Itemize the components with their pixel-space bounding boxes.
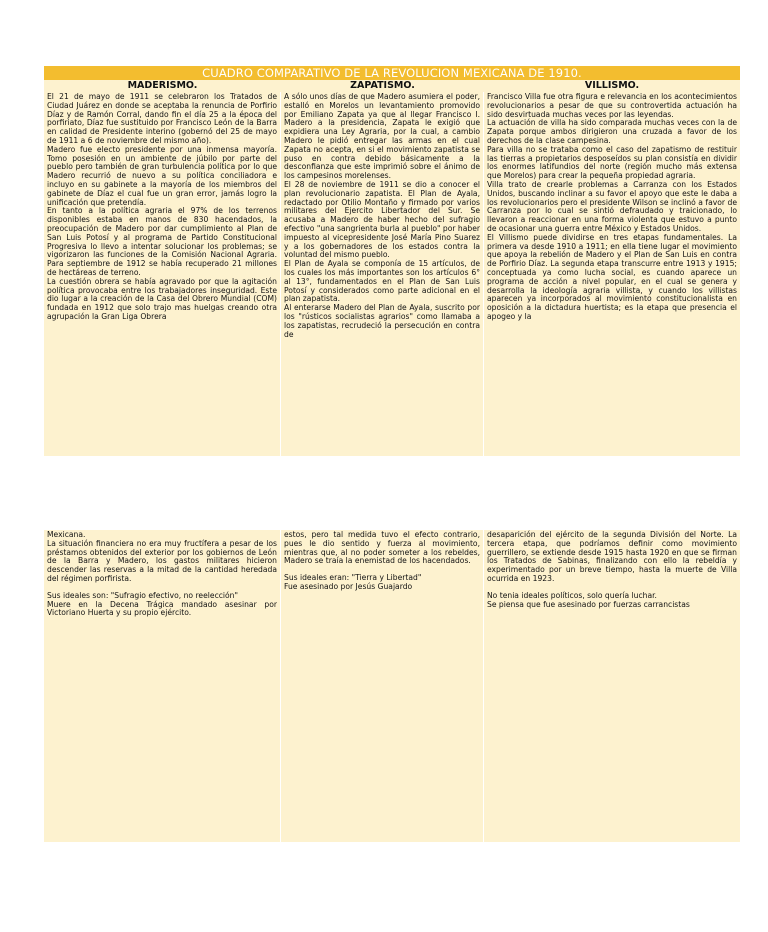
paragraph: El Villismo puede dividirse en tres etapas fundamentales. La primera va desde 1910 a 1911; en ella tiene lugar el movimiento que apoya la rebelión de Madero y el Plan de San Luis en contra de Porfirio Díaz. La segunda etapa transcurre entre 1913 y 1915; conceptuada ya como lucha social, es cuando aparece un programa de acción a nivel popular, en el cual se genera y desarrolla la ideología agraria villista, y cuando los villistas aparecen ya incorporados al movimiento constitucionalista en oposición a la dictadura huertista; es la etapa que presencia el apogeo y la [487, 232, 737, 321]
paragraph: La actuación de villa ha sido comparada muchas veces con la de Zapata porque ambos dirigieron una cruzada a favor de los derechos de la clase campesina. [487, 118, 737, 145]
page1-body [44, 92, 740, 456]
paragraph: El Plan de Ayala se componía de 15 artículos, de los cuales los más importantes son los artículos 6° al 13°, fundamentados en el Plan de San Luis Potosí y considerados como parte adicional en el plan zapatista. [284, 259, 480, 304]
maderismo-column-continued [44, 530, 281, 842]
paragraph: Mexicana. [47, 530, 86, 539]
zapatismo-column-continued [281, 530, 484, 842]
paragraph: desaparición del ejército de la segunda División del Norte. La tercera etapa, que podríamos definir como movimiento guerrillero, se extiende desde 1915 hasta 1920 en que se firman los Tratados de Sabinas, finalizando con ello la rebeldía y experimentado por un breve tiempo, hasta la muerte de Villa ocurrida en 1923. [487, 530, 737, 583]
ideals-text: Sus ideales eran: "Tierra y Libertad" [284, 573, 422, 583]
paragraph: Para villa no se trataba como el caso del zapatismo de restituir las tierras a propietarios desposeídos su plan consistía en dividir los enormes latifundios del norte (región mucho más extensa que Morelos) para crear la pequeña propiedad agraria. [487, 144, 737, 181]
table-title: CUADRO COMPARATIVO DE LA REVOLUCION MEXICANA DE 1910. [44, 66, 740, 80]
comparison-table [44, 66, 740, 456]
paragraph: Francisco Villa fue otra figura e relevancia en los acontecimientos revolucionarios a pesar de que su controvertida actuación ha sido desvirtuada muchas veces por las leyendas. [487, 92, 737, 119]
column-headers [44, 80, 740, 92]
death-text: Muere en la Decena Trágica mandado asesinar por Victoriano Huerta y su propio ejército. [47, 599, 277, 618]
villismo-column [484, 92, 740, 456]
maderismo-column [44, 92, 281, 456]
zapatismo-column [281, 92, 484, 456]
header-zapatismo: ZAPATISMO. [350, 80, 415, 91]
header-villismo: VILLISMO. [584, 80, 640, 91]
page2-body [44, 530, 740, 842]
paragraph: En tanto a la política agraria el 97% de los terrenos disponibles estaba en manos de 830 hacendados, la preocupación de Madero por dar cumplimiento al Plan de San Luis Potosí y al programa de Partido Constitucional Progresiva lo llevo a intentar solucionar los problemas; se vigorizaron las funciones de la Comisión Nacional Agraria. Para septiembre de 1912 se había recuperado 21 millones de hectáreas de terreno. [47, 206, 277, 277]
ideals-text: No tenia ideales políticos, solo quería luchar. [487, 590, 657, 600]
paragraph: estos, pero tal medida tuvo el efecto contrario, pues le dio sentido y fuerza al movimiento, mientras que, al no poder someter a los rebeldes, Madero se traía la enemistad de los hacendados. [284, 530, 480, 566]
paragraph: El 21 de mayo de 1911 se celebraron los Tratados de Ciudad Juárez en donde se aceptaba la renuncia de Porfirio Díaz y de Ramón Corral, dando fin el día 25 a la época del porfiriato, Díaz fue sustituido por Francisco León de la Barra en calidad de Presidente interino (gobernó del 25 de mayo de 1911 a 6 de noviembre del mismo año). [47, 92, 277, 145]
paragraph: Al enterarse Madero del Plan de Ayala, suscrito por los "rústicos socialistas agrarios" como llamaba a los zapatistas, recrudeció la persecución en contra de [284, 303, 480, 339]
header-maderismo: MADERISMO. [127, 80, 198, 91]
paragraph: Villa trato de crearle problemas a Carranza con los Estados Unidos, buscando inclinar a su favor el apoyo que este le daba a los revolucionarios pero el presidente Wilson se inclinó a favor de Carranza por lo cual se sintió defraudado y traicionado, lo llevaron a reaccionar en una forma violenta que estuvo a punto de ocasionar una guerra entre México y Estados Unidos. [487, 179, 737, 233]
paragraph: La cuestión obrera se había agravado por que la agitación política provocaba entre los trabajadores inseguridad. Este dio lugar a la creación de la Casa del Obrero Mundial (COM) fundada en 1912 que solo trajo mas huelgas creando otra agrupación la Gran Liga Obrera [47, 276, 277, 321]
paragraph: La situación financiera no era muy fructífera a pesar de los préstamos obtenidos del exterior por los gobiernos de León de la Barra y Madero, los gastos militares hicieron descender las reservas a la mitad de la cantidad heredada del régimen porfirista. [47, 538, 277, 583]
death-text: Se piensa que fue asesinado por fuerzas carrancistas [487, 599, 690, 609]
paragraph: A sólo unos días de que Madero asumiera el poder, estalló en Morelos un levantamiento promovido por Emiliano Zapata ya que al llegar Francisco I. Madero a la presidencia, Zapata le exigió que expidiera una Ley Agraria, por la cual, a cambio Madero le pidió entregar las armas en el cual Zapata no acepta, en si el movimiento zapatista se puso en contra debido básicamente a la desconfianza que este imprimió sobre el ánimo de los campesinos morelenses. [284, 92, 480, 181]
ideals-text: Sus ideales son: "Sufragio efectivo, no reelección" [47, 590, 238, 600]
death-text: Fue asesinado por Jesús Guajardo [284, 581, 413, 591]
paragraph: Madero fue electo presidente por una inmensa mayoría. Tomo posesión en un ambiente de júbilo por parte del pueblo pero también de gran turbulencia política por lo que Madero recurrió de nuevo a su política conciliadora e incluyo en su gabinete a la mayoría de los miembros del gabinete de Díaz el cual fue un gran error, jamás logro la unificación que pretendía. [47, 144, 277, 207]
villismo-column-continued [484, 530, 740, 842]
paragraph: El 28 de noviembre de 1911 se dio a conocer el plan revolucionario zapatista. El Plan de Ayala, redactado por Otilio Montaño y firmado por varios militares del Ejercito Libertador del Sur. Se acusaba a Madero de haber hecho del sufragio efectivo "una sangrienta burla al pueblo" por haber impuesto al vicepresidente José María Pino Suarez y a los gobernadores de los estados contra la voluntad del mismo pueblo. [284, 179, 481, 260]
